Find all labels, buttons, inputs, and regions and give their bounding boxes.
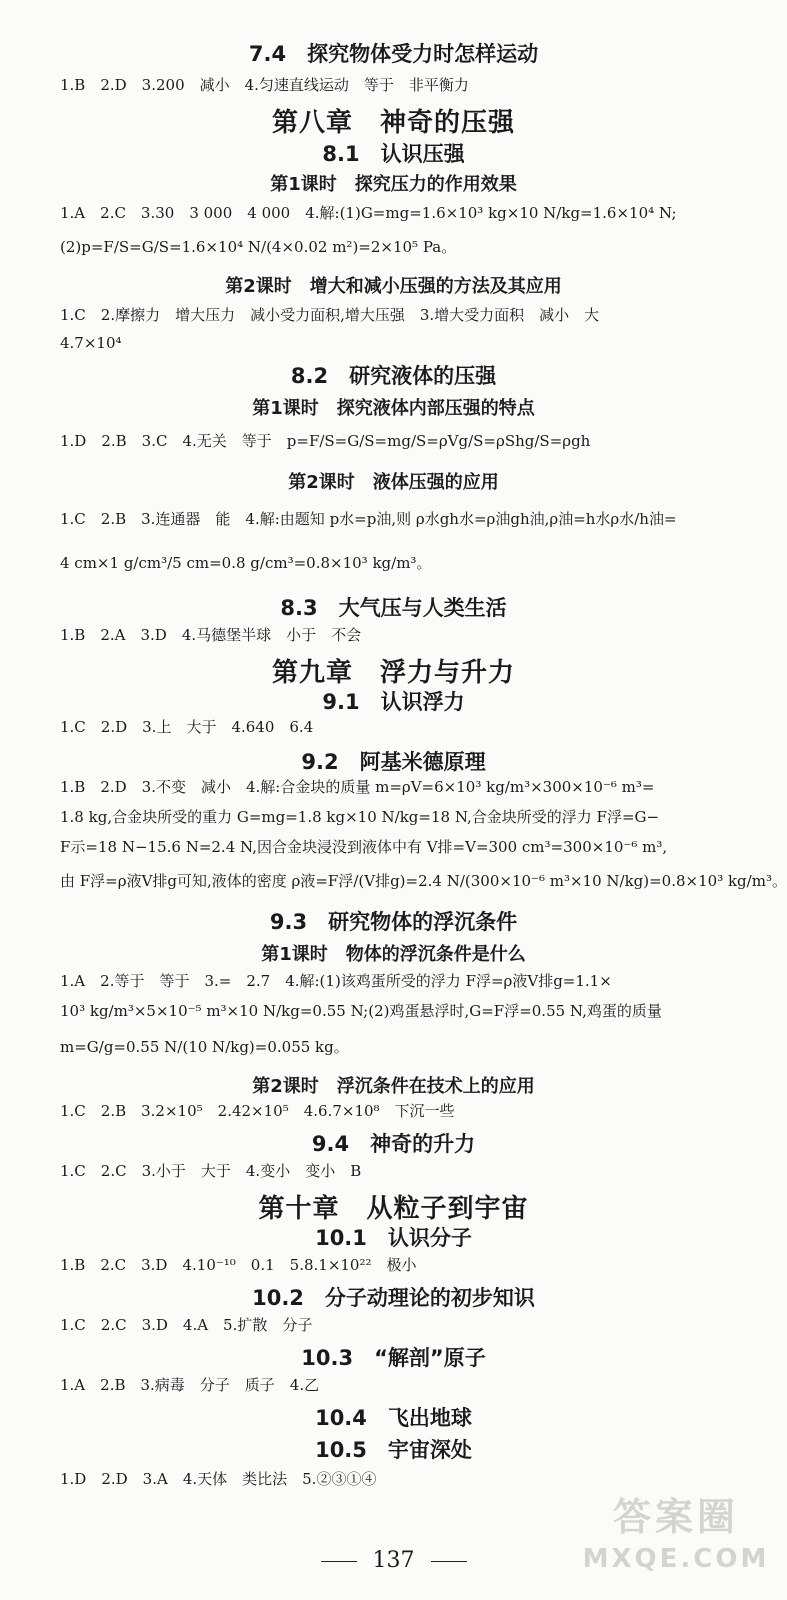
watermark-logo — [581, 1486, 771, 1586]
lesson-heading: 第2课时 增大和减小压强的方法及其应用 — [225, 276, 562, 297]
section-heading-8-2: 8.2 研究液体的压强 — [290, 364, 497, 388]
answer-line: 1.A 2.C 3.30 3 000 4 000 4.解:(1)G=mg=1.6×10³ kg×10 N/kg=1.6×10⁴ N; — [60, 204, 677, 222]
section-heading-10-1: 10.1 认识分子 — [315, 1226, 472, 1250]
watermark-logo-text: 答案圈 — [612, 1495, 739, 1539]
lesson-heading: 第2课时 液体压强的应用 — [288, 472, 499, 493]
answer-line: 1.C 2.B 3.2×10⁵ 2.42×10⁵ 4.6.7×10⁸ 下沉一些 — [60, 1102, 455, 1120]
lesson-heading: 第2课时 浮沉条件在技术上的应用 — [252, 1076, 535, 1097]
answer-line: 1.B 2.A 3.D 4.马德堡半球 小于 不会 — [60, 626, 362, 644]
answer-line: 1.C 2.C 3.D 4.A 5.扩散 分子 — [60, 1316, 313, 1334]
chapter-title-8: 第八章 神奇的压强 — [271, 108, 515, 138]
answer-line: 1.A 2.B 3.病毒 分子 质子 4.乙 — [60, 1376, 320, 1394]
lesson-heading: 第1课时 探究压力的作用效果 — [270, 174, 517, 195]
section-heading-10-2: 10.2 分子动理论的初步知识 — [252, 1286, 535, 1310]
answer-line: 4 cm×1 g/cm³/5 cm=0.8 g/cm³=0.8×10³ kg/m³。 — [60, 554, 432, 572]
answer-line: 1.D 2.D 3.A 4.天体 类比法 5.②③①④ — [60, 1470, 377, 1488]
chapter-title-10: 第十章 从粒子到宇宙 — [258, 1194, 529, 1224]
answer-line: 1.C 2.摩擦力 增大压力 减小受力面积,增大压强 3.增大受力面积 减小 大 — [60, 306, 600, 324]
section-heading-9-4: 9.4 神奇的升力 — [311, 1132, 476, 1156]
answer-line: 1.B 2.D 3.200 减小 4.匀速直线运动 等于 非平衡力 — [60, 76, 469, 94]
answer-line: m=G/g=0.55 N/(10 N/kg)=0.055 kg。 — [60, 1038, 349, 1056]
lesson-heading: 第1课时 物体的浮沉条件是什么 — [261, 944, 526, 965]
section-heading-8-3: 8.3 大气压与人类生活 — [280, 596, 507, 620]
answer-line: 由 F浮=ρ液V排g可知,液体的密度 ρ液=F浮/(V排g)=2.4 N/(300×10⁻⁶ m³×10 N/kg)=0.8×10³ kg/m³。 — [60, 872, 787, 890]
answer-line: 1.C 2.B 3.连通器 能 4.解:由题知 p水=p油,则 ρ水gh水=ρ油gh油,ρ油=h水ρ水/h油= — [60, 510, 677, 528]
section-heading-9-3: 9.3 研究物体的浮沉条件 — [269, 910, 518, 934]
section-heading-10-5: 10.5 宇宙深处 — [315, 1438, 472, 1462]
section-heading-10-3: 10.3 “解剖”原子 — [301, 1346, 486, 1370]
answer-line: 4.7×10⁴ — [60, 334, 122, 352]
answer-line: 1.A 2.等于 等于 3.= 2.7 4.解:(1)该鸡蛋所受的浮力 F浮=ρ液V排g=1.1× — [60, 972, 612, 990]
section-heading-7-4: 7.4 探究物体受力时怎样运动 — [248, 42, 539, 66]
answer-line: 1.C 2.D 3.上 大于 4.640 6.4 — [60, 718, 314, 736]
section-heading-10-4: 10.4 飞出地球 — [315, 1406, 472, 1430]
answer-line: F示=18 N−15.6 N=2.4 N,因合金块浸没到液体中有 V排=V=300 cm³=300×10⁻⁶ m³, — [60, 838, 668, 856]
watermark-url: MXQE.COM — [582, 1544, 770, 1574]
section-heading-8-1: 8.1 认识压强 — [322, 142, 465, 166]
section-heading-9-2: 9.2 阿基米德原理 — [301, 750, 486, 774]
lesson-heading: 第1课时 探究液体内部压强的特点 — [252, 398, 535, 419]
section-heading-9-1: 9.1 认识浮力 — [322, 690, 465, 714]
answer-line: 1.8 kg,合金块所受的重力 G=mg=1.8 kg×10 N/kg=18 N,合金块所受的浮力 F浮=G− — [60, 808, 660, 826]
answer-line: 10³ kg/m³×5×10⁻⁵ m³×10 N/kg=0.55 N;(2)鸡蛋悬浮时,G=F浮=0.55 N,鸡蛋的质量 — [60, 1002, 662, 1020]
answer-line: 1.C 2.C 3.小于 大于 4.变小 变小 B — [60, 1162, 362, 1180]
chapter-title-9: 第九章 浮力与升力 — [271, 658, 515, 688]
answer-line: (2)p=F/S=G/S=1.6×10⁴ N/(4×0.02 m²)=2×10⁵ Pa。 — [60, 238, 457, 256]
page-number: 137 — [0, 1548, 787, 1573]
answer-line: 1.D 2.B 3.C 4.无关 等于 p=F/S=G/S=mg/S=ρVg/S=ρShg/S=ρgh — [60, 432, 591, 450]
answer-line: 1.B 2.C 3.D 4.10⁻¹⁰ 0.1 5.8.1×10²² 极小 — [60, 1256, 417, 1274]
answer-line: 1.B 2.D 3.不变 减小 4.解:合金块的质量 m=ρV=6×10³ kg/m³×300×10⁻⁶ m³= — [60, 778, 655, 796]
